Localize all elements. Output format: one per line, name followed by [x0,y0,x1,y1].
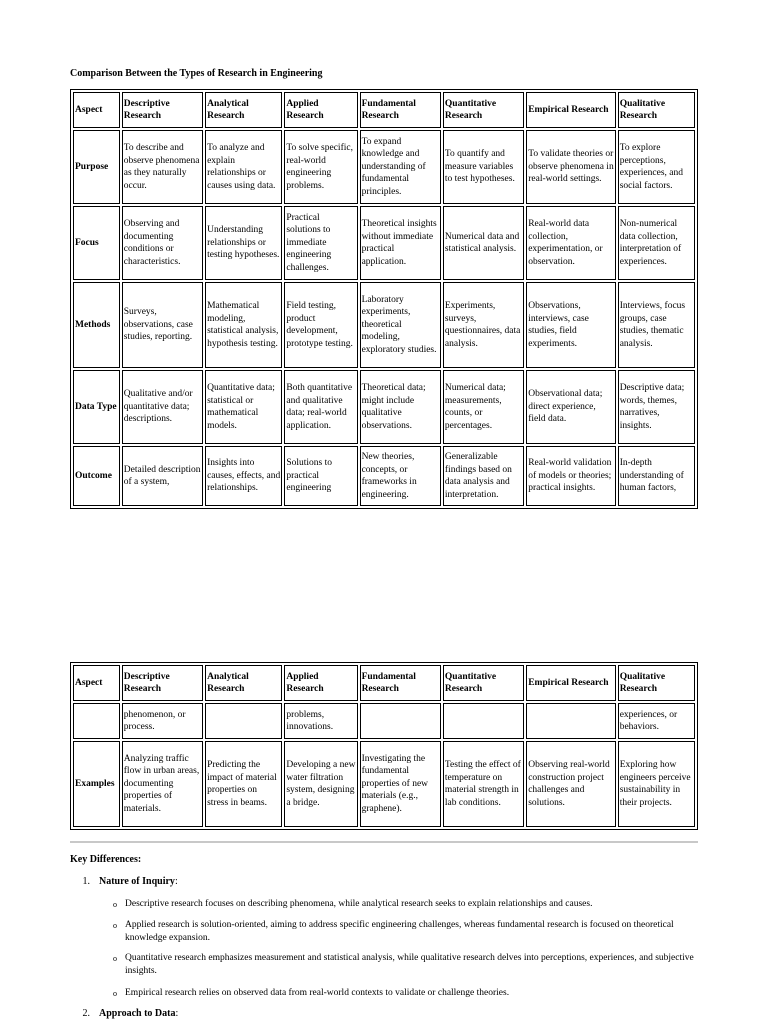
header-cell: Empirical Research [526,92,615,128]
table-cell: Surveys, observations, case studies, reporting. [122,282,203,368]
bullet-icon: o [113,954,117,963]
table-cell: phenomenon, or process. [122,703,203,739]
table-cell: Experiments, surveys, questionnaires, data analysis. [443,282,524,368]
table-cell: Theoretical insights without immediate practical application. [360,206,441,280]
table-cell: Non-numerical data collection, interpretation of experiences. [618,206,695,280]
header-cell: Qualitative Research [618,92,695,128]
horizontal-divider [70,841,698,843]
table-cell: Quantitative data; statistical or mathematical models. [205,370,282,444]
table-cell: Interviews, focus groups, case studies, thematic analysis. [618,282,695,368]
table-cell: To analyze and explain relationships or causes using data. [205,130,282,204]
bullet-icon: o [113,989,117,998]
table-cell [526,703,615,739]
sub-list-item [113,919,700,945]
bullet-icon: o [113,921,117,930]
table-header-row [73,92,695,128]
table-cell: Observing and documenting conditions or characteristics. [122,206,203,280]
sub-list-text: Descriptive research focuses on describing phenomena, while analytical research seeks to explain relationships and causes. [125,899,593,909]
table-cell: Testing the effect of temperature on material strength in lab conditions. [443,741,524,827]
table-cell [360,703,441,739]
header-cell: Analytical Research [205,92,282,128]
table-cell: In-depth understanding of human factors, [618,446,695,506]
table-cell: Generalizable findings based on data analysis and interpretation. [443,446,524,506]
table-row [73,741,695,827]
table-cell: Investigating the fundamental properties of new materials (e.g., graphene). [360,741,441,827]
table-cell: Predicting the impact of material properties on stress in beams. [205,741,282,827]
table-cell: Field testing, product development, prototype testing. [284,282,357,368]
table-cell: Exploring how engineers perceive sustainability in their projects. [618,741,695,827]
key-differences-heading: Key Differences: [70,854,142,865]
table-cell: Observations, interviews, case studies, field experiments. [526,282,615,368]
table-row [73,370,695,444]
table-cell: To describe and observe phenomena as they naturally occur. [122,130,203,204]
table-cell: To expand knowledge and understanding of fundamental principles. [360,130,441,204]
list-item-title: Nature of Inquiry [99,876,175,887]
table-cell: Both quantitative and qualitative data; real-world application. [284,370,357,444]
row-aspect: Methods [73,282,120,368]
list-item-suffix: : [174,876,178,887]
row-aspect: Focus [73,206,120,280]
header-cell: Aspect [73,665,120,701]
list-item-title: Approach to Data [99,1008,176,1019]
header-cell: Qualitative Research [618,665,695,701]
table-cell: experiences, or behaviors. [618,703,695,739]
table-cell: Observing real-world construction project challenges and solutions. [526,741,615,827]
table-cell: problems, innovations. [284,703,357,739]
table-cell: Numerical data and statistical analysis. [443,206,524,280]
table-cell: To solve specific, real-world engineering problems. [284,130,357,204]
row-aspect: Purpose [73,130,120,204]
table-cell: Observational data; direct experience, field data. [526,370,615,444]
table-row [73,206,695,280]
row-aspect: Examples [73,741,120,827]
header-cell: Quantitative Research [443,92,524,128]
table-cell: Qualitative and/or quantitative data; descriptions. [122,370,203,444]
table-cell: Real-world data collection, experimentation, or observation. [526,206,615,280]
table-cell: Laboratory experiments, theoretical modeling, exploratory studies. [360,282,441,368]
table-row [73,282,695,368]
row-aspect: Outcome [73,446,120,506]
table-cell: Theoretical data; might include qualitative observations. [360,370,441,444]
table-cell: Developing a new water filtration system, designing a bridge. [284,741,357,827]
table-cell: Mathematical modeling, statistical analysis, hypothesis testing. [205,282,282,368]
header-cell: Empirical Research [526,665,615,701]
table-cell: New theories, concepts, or frameworks in engineering. [360,446,441,506]
sub-list-item [113,898,700,911]
list-number: 2. [82,1008,90,1019]
header-cell: Descriptive Research [122,92,203,128]
header-cell: Analytical Research [205,665,282,701]
sub-list-text: Applied research is solution-oriented, aiming to address specific engineering challenges, whereas fundamental research is focused on theoretical knowledge expansion. [125,920,674,943]
table-row [73,703,695,739]
table-header-row [73,665,695,701]
table-cell: Descriptive data; words, themes, narratives, insights. [618,370,695,444]
table-cell: To validate theories or observe phenomena in real-world settings. [526,130,615,204]
table-row [73,130,695,204]
comparison-table-continued [70,662,698,830]
table-cell: Insights into causes, effects, and relationships. [205,446,282,506]
table-cell: Detailed description of a system, [122,446,203,506]
table-cell [205,703,282,739]
sub-list-text: Quantitative research emphasizes measurement and statistical analysis, while qualitative research delves into perceptions, experiences, and subjective insights. [125,953,694,976]
list-number: 1. [82,876,90,887]
table-cell: To quantify and measure variables to test hypotheses. [443,130,524,204]
sub-list-text: Empirical research relies on observed data from real-world contexts to validate or challenge theories. [125,988,510,998]
table-row [73,446,695,506]
header-cell: Fundamental Research [360,92,441,128]
table-cell: Real-world validation of models or theories; practical insights. [526,446,615,506]
table-cell [443,703,524,739]
table-cell: Analyzing traffic flow in urban areas, documenting properties of materials. [122,741,203,827]
table-cell: Understanding relationships or testing hypotheses. [205,206,282,280]
comparison-table [70,89,698,509]
header-cell: Aspect [73,92,120,128]
header-cell: Descriptive Research [122,665,203,701]
table-cell: To explore perceptions, experiences, and social factors. [618,130,695,204]
header-cell: Applied Research [284,92,357,128]
list-item-suffix: : [175,1008,179,1019]
sub-list-item [113,987,700,1000]
row-aspect: Data Type [73,370,120,444]
sub-list-item [113,952,700,978]
row-aspect [73,703,120,739]
header-cell: Applied Research [284,665,357,701]
header-cell: Quantitative Research [443,665,524,701]
header-cell: Fundamental Research [360,665,441,701]
table-cell: Practical solutions to immediate engineering challenges. [284,206,357,280]
table-cell: Solutions to practical engineering [284,446,357,506]
bullet-icon: o [113,900,117,909]
document-title: Comparison Between the Types of Research in Engineering [70,68,323,79]
table-cell: Numerical data; measurements, counts, or percentages. [443,370,524,444]
